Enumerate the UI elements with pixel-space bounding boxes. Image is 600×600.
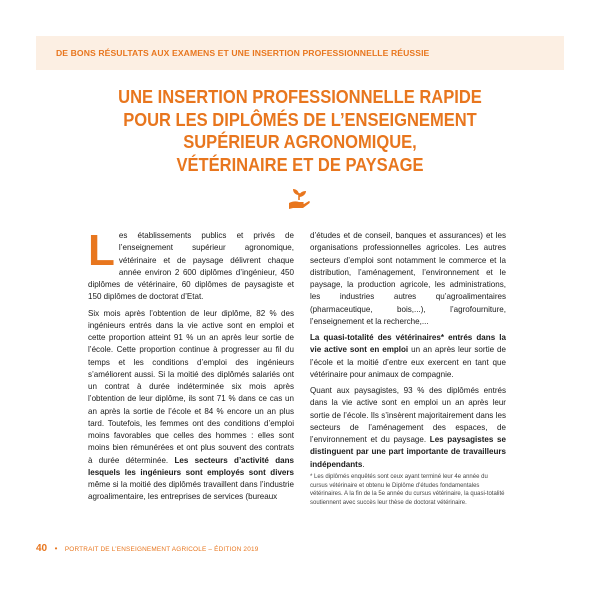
landscapers-paragraph [310,385,506,471]
vets-text: un an après leur sortie de l’école et la moitié d’entre eux exercent en tant que vétérinaire pour animaux de compagnie. [310,345,506,379]
title-line: UNE INSERTION PROFESSIONNELLE RAPIDE [118,86,482,107]
seedling-in-hand-icon [286,186,312,212]
vets-highlight: La quasi-totalité des vétérinaires* entrés dans la vie active sont en emploi [310,333,506,355]
engineers-text-end: même si la moitié des diplômés travaillent dans l’industrie agroalimentaire, les entreprises de services (bureaux [88,480,294,502]
engineers-paragraph [88,308,294,504]
landscapers-highlight: Les paysagistes se distinguent par une part importante de travailleurs indépendants [310,435,506,469]
title-line: POUR LES DIPLÔMÉS DE L’ENSEIGNEMENT [123,108,477,130]
landscapers-text: Quant aux paysagistes, 93 % des diplômés entrés dans la vie active sont en emploi un an après leur sortie de l’école. Ils s’insèrent majoritairement dans les secteurs de l’aménagement des espaces, de l’environnement et du paysage. [310,386,506,444]
engineers-text: Six mois après l’obtention de leur diplôme, 82 % des ingénieurs entrés dans la vie active sont en emploi et cette proportion atteint 91 % un an après leur sortie de l’école. Cette proportion continue à progresser au fil du temps et les conditions d’emploi des ingénieurs s’améliorent aussi. Si la moitié des diplômés salariés ont un contrat à durée indéterminée six mois après l’obtention de leur diplôme, ils sont 71 % dans ce cas un an après la sortie de l’école et 84 % encore un an plus tard. Toutefois, les femmes ont des conditions d’emploi moins favorables que celles des hommes : elles sont moins bien rémunérées et ont plus souvent des contrats à durée déterminée. [88,308,294,465]
footnote: * Les diplômés enquêtés sont ceux ayant terminé leur 4e année du cursus vétérinaire et obtenu le Diplôme d’études fondamentales vétérinaires. A la fin de la 5e année du cursus vétérinaire, la quasi-totalité soutiennent avec succès leur thèse de doctorat vétérinaire. [310,474,505,506]
section-banner-text: DE BONS RÉSULTATS AUX EXAMENS ET UNE INSERTION PROFESSIONNELLE RÉUSSIE [56,48,430,58]
footer-separator: • [54,544,58,553]
engineers-highlight: Les secteurs d’activité dans lesquels les ingénieurs sont employés sont divers [88,455,294,477]
page-title [89,86,511,176]
right-text-column [310,230,506,475]
left-text-column [88,226,294,508]
drop-cap: L [88,226,115,275]
page-number: 40 [36,543,48,554]
section-banner [36,36,564,70]
intro-paragraph [88,226,294,304]
page-footer [36,538,258,556]
vets-paragraph [310,332,506,381]
landscapers-text-end: . [362,459,365,469]
title-line: VÉTÉRINAIRE ET DE PAYSAGE [176,153,424,175]
sectors-paragraph: d’études et de conseil, banques et assurances) et les organisations professionnelles agricoles. Les autres secteurs d’emploi sont notamment le commerce et la distribution, l’aménagement, l’environnement et le paysage, la production agricole, les administrations, les industries autres qu’agroalimentaires (pharmaceutique, bois,...), l’agrofourniture, l’enseignement et la recherche,... [310,231,506,326]
title-line: SUPÉRIEUR AGRONOMIQUE, [183,131,417,152]
footer-publication-title: PORTRAIT DE L’ENSEIGNEMENT AGRICOLE – ÉDITION 2019 [64,546,259,553]
intro-text: es établissements publics et privés de l’enseignement supérieur agronomique, vétérinaire et de paysage délivrent chaque année environ 2 600 diplômes d’ingénieur, 450 diplômes de vétérinaire, 60 diplômes de paysagiste et 150 diplômes de doctorat d’Etat. [88,231,294,302]
